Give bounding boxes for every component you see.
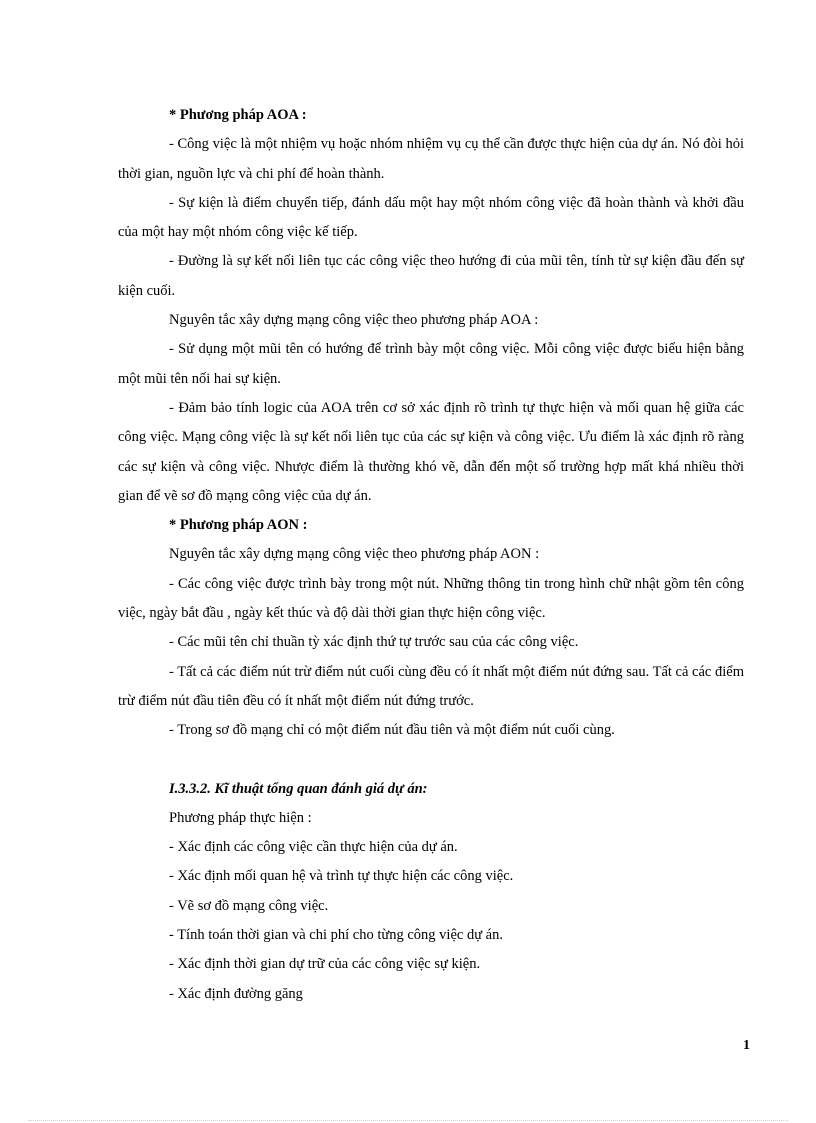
method-step: - Xác định các công việc cần thực hiện của dự án. xyxy=(169,839,458,856)
aon-rule-arrows: - Các mũi tên chỉ thuần tỳ xác định thứ tự trước sau của các công việc. xyxy=(169,634,579,651)
aon-principle: Nguyên tắc xây dựng mạng công việc theo phương pháp AON : xyxy=(169,546,540,563)
aon-rule-single-start-end: - Trong sơ đồ mạng chỉ có một điểm nút đầu tiên và một điểm nút cuối cùng. xyxy=(169,722,615,739)
method-step: - Xác định đường găng xyxy=(169,985,303,1002)
aoa-principle: Nguyên tắc xây dựng mạng công việc theo phương pháp AOA : xyxy=(169,312,539,329)
footer-divider xyxy=(28,1120,788,1121)
method-step: - Xác định thời gian dự trữ của các công việc sự kiện. xyxy=(169,956,481,973)
method-step: - Xác định mối quan hệ và trình tự thực hiện các công việc. xyxy=(169,868,514,885)
method-intro: Phương pháp thực hiện : xyxy=(169,809,312,826)
page-number: 1 xyxy=(743,1038,750,1053)
aoa-rule-arrow: - Sử dụng một mũi tên có hướng để trình bày một công việc. Mỗi công việc được biểu hiện bằng một mũi tên nối hai sự kiện. xyxy=(118,341,744,387)
method-step: - Tính toán thời gian và chi phí cho từng công việc dự án. xyxy=(169,927,503,944)
aon-rule-node: - Các công việc được trình bày trong một nút. Những thông tin trong hình chữ nhật gồm tên công việc, ngày bắt đầu , ngày kết thúc và độ dài thời gian thực hiện công việc. xyxy=(118,575,744,622)
method-step: - Vẽ sơ đồ mạng công việc. xyxy=(169,897,329,914)
aoa-heading: * Phương pháp AOA : xyxy=(169,107,307,123)
aon-heading: * Phương pháp AON : xyxy=(169,517,308,534)
aoa-item-event: - Sự kiện là điểm chuyển tiếp, đánh dấu một hay một nhóm công việc đã hoàn thành và khởi đầu của một hay một nhóm công việc kế tiếp. xyxy=(118,194,744,241)
aon-rule-successor: - Tất cả các điểm nút trừ điểm nút cuối cùng đều có ít nhất một điểm nút đứng sau. Tất cả các điểm trừ điểm nút đầu tiên đều có ít nhất một điểm nút đứng trước. xyxy=(118,663,744,709)
aoa-item-path: - Đường là sự kết nối liên tục các công việc theo hướng đi của mũi tên, tính từ sự kiện đầu đến sự kiện cuối. xyxy=(118,253,744,299)
aoa-item-work: - Công việc là một nhiệm vụ hoặc nhóm nhiệm vụ cụ thể cần được thực hiện của dự án. Nó đòi hỏi thời gian, nguồn lực và chi phí để hoàn thành. xyxy=(118,136,744,182)
section-title: I.3.3.2. Kĩ thuật tổng quan đánh giá dự án: xyxy=(169,780,428,797)
aoa-rule-logic: - Đảm bảo tính logic của AOA trên cơ sở xác định rõ trình tự thực hiện và mối quan hệ giữa các công việc. Mạng công việc là sự kết nối liên tục của các sự kiện và công việc. Ưu điểm là xác định rõ ràng các sự kiện và công việc. Nhược điểm là thường khó vẽ, dẫn đến một số trường hợp mất khá nhiều thời gian để vẽ sơ đồ mạng công việc của dự án. xyxy=(118,399,744,504)
document-body xyxy=(118,101,744,1009)
